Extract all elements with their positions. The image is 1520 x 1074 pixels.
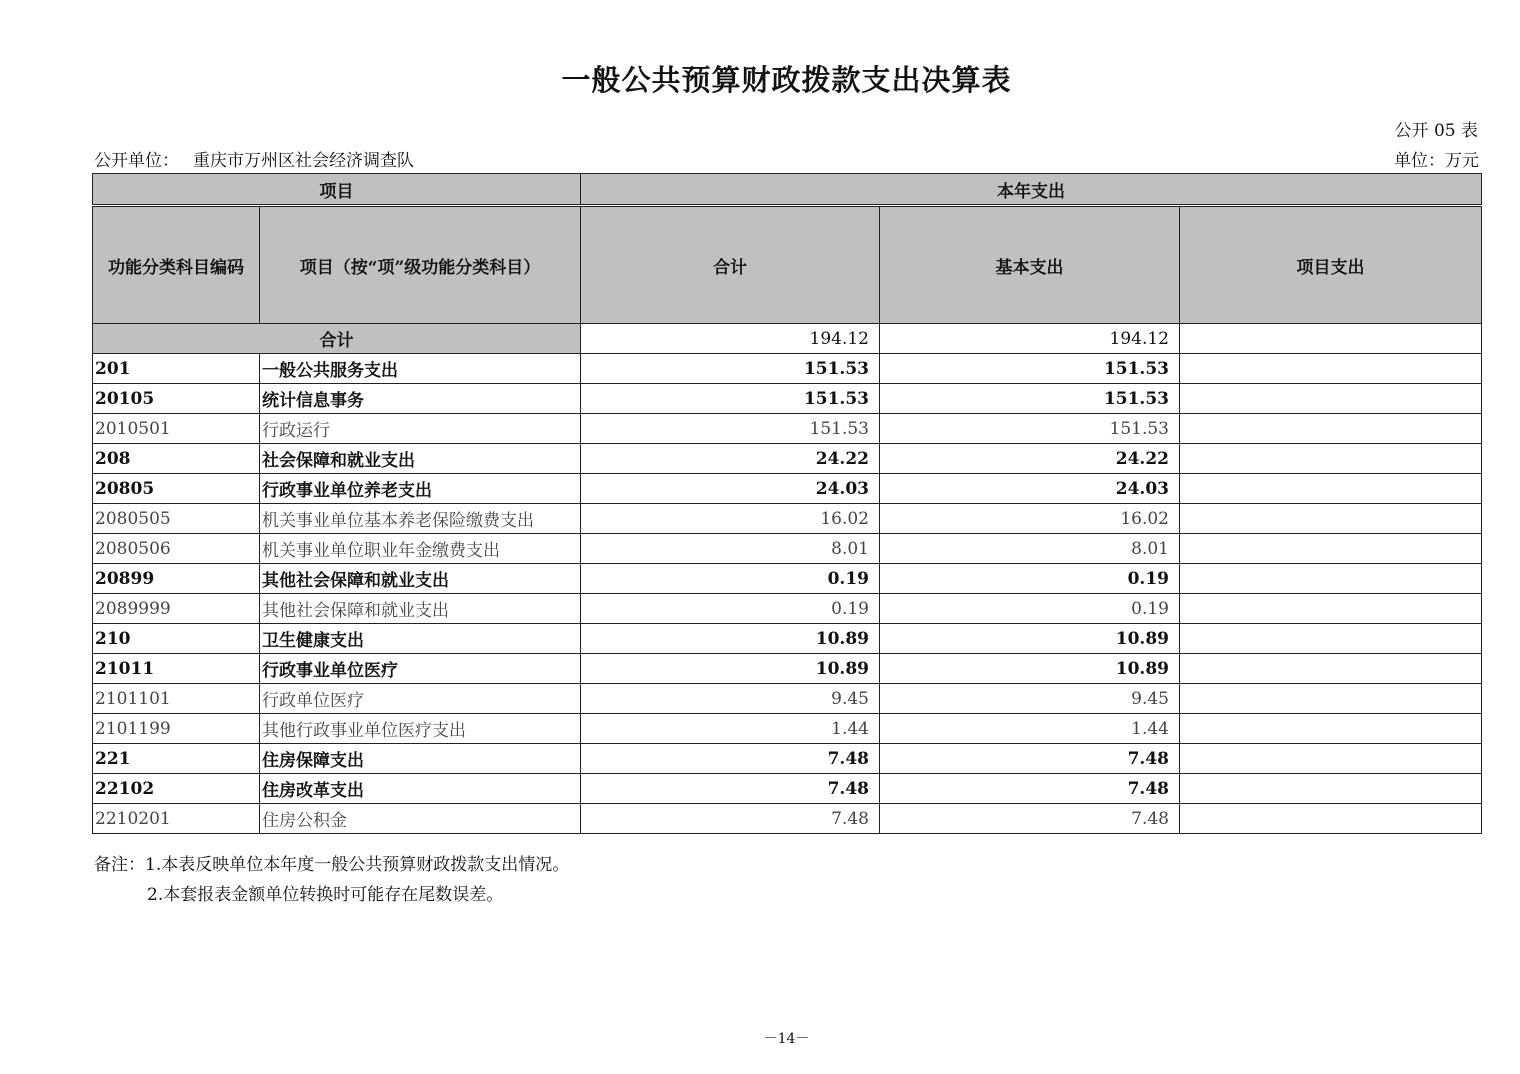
row-code: 2210201: [93, 804, 260, 834]
table-row: [93, 384, 1482, 414]
row-code: 201: [93, 354, 260, 384]
row-name: 行政事业单位养老支出: [260, 474, 581, 504]
note-line-2: 2.本套报表金额单位转换时可能存在尾数误差。: [147, 885, 504, 905]
table-row: [93, 444, 1482, 474]
row-code: 2101199: [93, 714, 260, 744]
row-project-exp: [1180, 774, 1482, 804]
row-name: 住房改革支出: [260, 774, 581, 804]
row-code: 20805: [93, 474, 260, 504]
row-project-exp: [1180, 384, 1482, 414]
row-total: 7.48: [581, 774, 880, 804]
row-project-exp: [1180, 354, 1482, 384]
header-current-year: 本年支出: [581, 174, 1482, 206]
row-total: 10.89: [581, 624, 880, 654]
row-basic: 151.53: [880, 384, 1180, 414]
row-name: 一般公共服务支出: [260, 354, 581, 384]
table-row: [93, 804, 1482, 834]
header-row-1: [93, 174, 1482, 206]
row-name: 住房公积金: [260, 804, 581, 834]
table-row: [93, 714, 1482, 744]
row-total: 10.89: [581, 654, 880, 684]
row-code: 221: [93, 744, 260, 774]
table-row: [93, 564, 1482, 594]
row-project-exp: [1180, 684, 1482, 714]
table-number: 公开 05 表: [1394, 121, 1478, 141]
row-basic: 16.02: [880, 504, 1180, 534]
row-project-exp: [1180, 714, 1482, 744]
header-code: 功能分类科目编码: [93, 206, 260, 324]
row-project-exp: [1180, 654, 1482, 684]
header-project-exp: 项目支出: [1180, 206, 1482, 324]
row-code: 21011: [93, 654, 260, 684]
row-basic: 7.48: [880, 804, 1180, 834]
row-project-exp: [1180, 474, 1482, 504]
row-code: 2080505: [93, 504, 260, 534]
row-basic: 7.48: [880, 774, 1180, 804]
header-row-2: [93, 206, 1482, 324]
row-name: 统计信息事务: [260, 384, 581, 414]
row-basic: 24.22: [880, 444, 1180, 474]
row-basic: 0.19: [880, 564, 1180, 594]
row-code: 20105: [93, 384, 260, 414]
row-total: 24.03: [581, 474, 880, 504]
row-project-exp: [1180, 444, 1482, 474]
row-total: 1.44: [581, 714, 880, 744]
row-basic: 10.89: [880, 654, 1180, 684]
row-project-exp: [1180, 564, 1482, 594]
row-code: 2089999: [93, 594, 260, 624]
header-item: 项目（按“项”级功能分类科目）: [260, 206, 581, 324]
row-name: 住房保障支出: [260, 744, 581, 774]
expenditure-table: [92, 173, 1482, 834]
row-name: 机关事业单位基本养老保险缴费支出: [260, 504, 581, 534]
row-code: 22102: [93, 774, 260, 804]
money-unit: 单位：万元: [1394, 151, 1479, 171]
table-row: [93, 414, 1482, 444]
row-code: 2010501: [93, 414, 260, 444]
total-amount: 194.12: [581, 324, 880, 354]
row-total: 0.19: [581, 564, 880, 594]
header-total: 合计: [581, 206, 880, 324]
row-total: 16.02: [581, 504, 880, 534]
row-code: 210: [93, 624, 260, 654]
row-code: 2101101: [93, 684, 260, 714]
table-row: [93, 624, 1482, 654]
row-basic: 1.44: [880, 714, 1180, 744]
row-basic: 7.48: [880, 744, 1180, 774]
table-row: [93, 684, 1482, 714]
row-project-exp: [1180, 624, 1482, 654]
row-name: 社会保障和就业支出: [260, 444, 581, 474]
row-project-exp: [1180, 594, 1482, 624]
total-project-exp: [1180, 324, 1482, 354]
row-basic: 151.53: [880, 414, 1180, 444]
org-label: 公开单位：: [94, 151, 179, 171]
row-project-exp: [1180, 414, 1482, 444]
notes: [94, 850, 569, 910]
total-label: 合计: [93, 324, 581, 354]
row-total: 0.19: [581, 594, 880, 624]
org-name: 重庆市万州区社会经济调查队: [193, 151, 414, 171]
row-code: 20899: [93, 564, 260, 594]
row-project-exp: [1180, 744, 1482, 774]
row-name: 其他社会保障和就业支出: [260, 564, 581, 594]
row-basic: 8.01: [880, 534, 1180, 564]
table-row: [93, 354, 1482, 384]
row-total: 7.48: [581, 804, 880, 834]
row-basic: 9.45: [880, 684, 1180, 714]
row-total: 7.48: [581, 744, 880, 774]
row-total: 8.01: [581, 534, 880, 564]
total-row: [93, 324, 1482, 354]
total-basic: 194.12: [880, 324, 1180, 354]
row-total: 151.53: [581, 414, 880, 444]
row-total: 151.53: [581, 354, 880, 384]
header-basic: 基本支出: [880, 206, 1180, 324]
row-basic: 151.53: [880, 354, 1180, 384]
table-row: [93, 594, 1482, 624]
table-row: [93, 504, 1482, 534]
table-row: [93, 744, 1482, 774]
table-row: [93, 774, 1482, 804]
row-name: 行政单位医疗: [260, 684, 581, 714]
row-name: 卫生健康支出: [260, 624, 581, 654]
table-row: [93, 474, 1482, 504]
row-name: 行政事业单位医疗: [260, 654, 581, 684]
row-project-exp: [1180, 504, 1482, 534]
row-name: 机关事业单位职业年金缴费支出: [260, 534, 581, 564]
page-title: 一般公共预算财政拨款支出决算表: [561, 63, 1012, 97]
row-project-exp: [1180, 804, 1482, 834]
row-name: 其他社会保障和就业支出: [260, 594, 581, 624]
row-total: 24.22: [581, 444, 880, 474]
row-code: 2080506: [93, 534, 260, 564]
row-code: 208: [93, 444, 260, 474]
row-total: 151.53: [581, 384, 880, 414]
row-basic: 10.89: [880, 624, 1180, 654]
row-name: 行政运行: [260, 414, 581, 444]
row-name: 其他行政事业单位医疗支出: [260, 714, 581, 744]
row-project-exp: [1180, 534, 1482, 564]
table-row: [93, 654, 1482, 684]
row-basic: 24.03: [880, 474, 1180, 504]
page-number: －14－: [763, 1031, 810, 1047]
table-row: [93, 534, 1482, 564]
header-project: 项目: [93, 174, 581, 206]
note-line-1: 备注：1.本表反映单位本年度一般公共预算财政拨款支出情况。: [94, 855, 570, 875]
row-total: 9.45: [581, 684, 880, 714]
row-basic: 0.19: [880, 594, 1180, 624]
